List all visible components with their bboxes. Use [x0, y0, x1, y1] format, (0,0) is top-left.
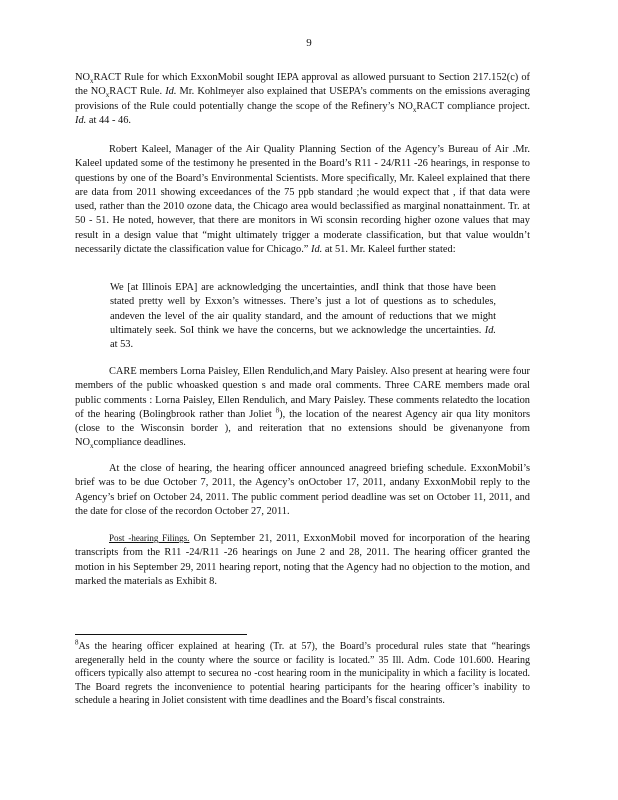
- paragraph-kaleel: Robert Kaleel, Manager of the Air Quality Planning Section of the Agency’s Bureau of Air .Mr. Kaleel updated some of the testimony he presented in the Board’s R11 - 24/R11 -26 hearings, in response to questions by one of the Board’s Environmental Scientists. More specifically, Mr. Kaleel explained that there are data from 2011 showing exceedances of the 75 ppb standard ;he would expect that , if that data were used, rather than the 2010 ozone data, the Chicago area would beclassified as marginal nonattainment. Tr. at 50 - 51. He noted, however, that there are monitors in Wi sconsin recording higher ozone values that may result in a design value that “might ultimately trigger a moderate classification, but that value wouldn’t necessarily dictate the classification value for Chicago.” Id. at 51. Mr. Kaleel further stated:: [75, 144, 530, 256]
- paragraph-care-members: CARE members Lorna Paisley, Ellen Rendulich,and Mary Paisley. Also present at hearing were four members of the public whoasked question s and made oral comments. Three CARE members made oral public comments : Lorna Paisley, Ellen Rendulich, and Mary Paisley. These comments relatedto the location of the hearing (Bolingbrook rather than Joliet $^8$), the location of the nearest Agency air qua lity monitors (close to the Wisconsin border ), and reiteration that no extensions should be givenanyone from $NO_xcompliance$ deadlines.: [75, 366, 530, 451]
- paragraph-post-hearing: Post -hearing Filings. On September 21, 2011, ExxonMobil moved for incorporation of the hearing transcripts from the R11 -24/R11 -26 hearings on June 2 and 28, 2011. The hearing officer granted the motion in his September 29, 2011 hearing report, noting that the Agency had no objection to the motion, and marked the materials as Exhibit 8.: [75, 533, 530, 587]
- footnote: $^8$As the hearing officer explained at hearing (Tr. at 57), the Board’s procedural rules state that “hearings aregenerally held in the county where the source or facility is located.” 35 Ill. Adm. Code 101.600. Hearing officers typically also attempt to securea no -cost hearing room in the municipality in which a facility is located. The Board regrets the inconvenience to potential hearing participants for the hearing officer’s inability to schedule a hearing in Joliet consistent with time deadlines and the Board’s fiscal constraints.: [75, 638, 530, 707]
- footnote-reference: 8: [275, 406, 280, 415]
- footnote-number: 8: [75, 638, 79, 647]
- footnote-divider: [75, 634, 247, 635]
- page-number: 9: [306, 37, 312, 49]
- section-heading: Post -hearing Filings.: [109, 533, 190, 543]
- paragraph-nox-ract: $NO_xRACT$ Rule for which ExxonMobil sought IEPA approval as allowed pursuant to Section 217.152(c) of the $NO_xRACT$ Rule. Id. Mr. Kohlmeyer also explained that USEPA’s comments on the emissions averaging provisions of the Rule could potentially change the scope of the Refinery’s $NO_xRACT$ compliance project. Id. at 44 - 46.: [75, 72, 530, 126]
- block-quote: We [at Illinois EPA] are acknowledging the uncertainties, andI think that those have been stated pretty well by Exxon’s witnesses. There’s just a lot of questions as to schedules, andeven the level of the air quality standard, and the amount of reductions that we might ultimately seek. SoI think we have the concerns, but we acknowledge the uncertainties. Id. at 53.: [110, 282, 496, 351]
- paragraph-briefing-schedule: At the close of hearing, the hearing officer announced anagreed briefing schedule. ExxonMobil’s brief was to be due October 7, 2011, the Agency’s onOctober 17, 2011, andany ExxonMobil reply to the Agency’s brief on October 24, 2011. The public comment period deadline was set on October 11, 2011, and the date for close of the recordon October 27, 2011.: [75, 463, 530, 517]
